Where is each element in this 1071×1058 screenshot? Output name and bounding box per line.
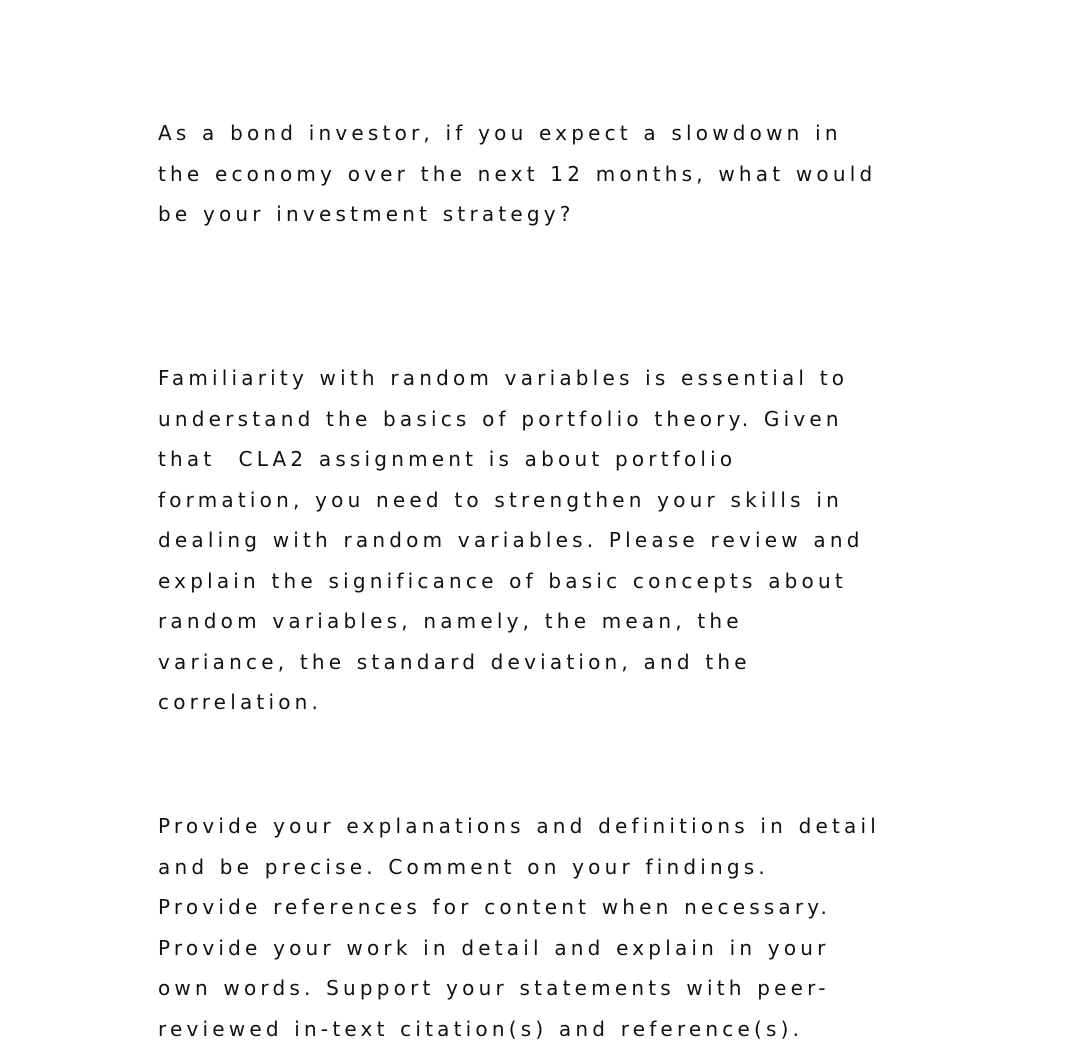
question-bond-strategy bbox=[158, 113, 928, 235]
text-line: own words. Support your statements with peer- bbox=[158, 976, 830, 1000]
text-line: correlation. bbox=[158, 690, 323, 714]
text-line: Provide references for content when necessary. bbox=[158, 895, 832, 919]
text-line: Provide your work in detail and explain in your bbox=[158, 935, 830, 960]
text-line: be your investment strategy? bbox=[158, 202, 575, 226]
text-line: variance, the standard deviation, and the bbox=[158, 649, 751, 674]
text-line: that CLA2 assignment is about portfolio bbox=[158, 447, 737, 471]
text-line: dealing with random variables. Please review and bbox=[158, 528, 864, 552]
text-line: Familiarity with random variables is essential to bbox=[158, 366, 849, 390]
text-line: formation, you need to strengthen your skills in bbox=[158, 487, 843, 512]
text-line: reviewed in-text citation(s) and reference(s). bbox=[158, 1016, 804, 1041]
text-line: random variables, namely, the mean, the bbox=[158, 609, 743, 633]
text-line: and be precise. Comment on your findings. bbox=[158, 854, 769, 879]
text-line: understand the basics of portfolio theory. Given bbox=[158, 406, 843, 431]
text-line: Provide your explanations and definitions in detail bbox=[158, 814, 881, 838]
question-random-variables bbox=[158, 358, 928, 723]
text-line: explain the significance of basic concepts about bbox=[158, 568, 847, 593]
instructions-paragraph bbox=[158, 806, 928, 1049]
text-line: the economy over the next 12 months, what would bbox=[158, 161, 877, 186]
text-line: As a bond investor, if you expect a slowdown in bbox=[158, 121, 842, 145]
